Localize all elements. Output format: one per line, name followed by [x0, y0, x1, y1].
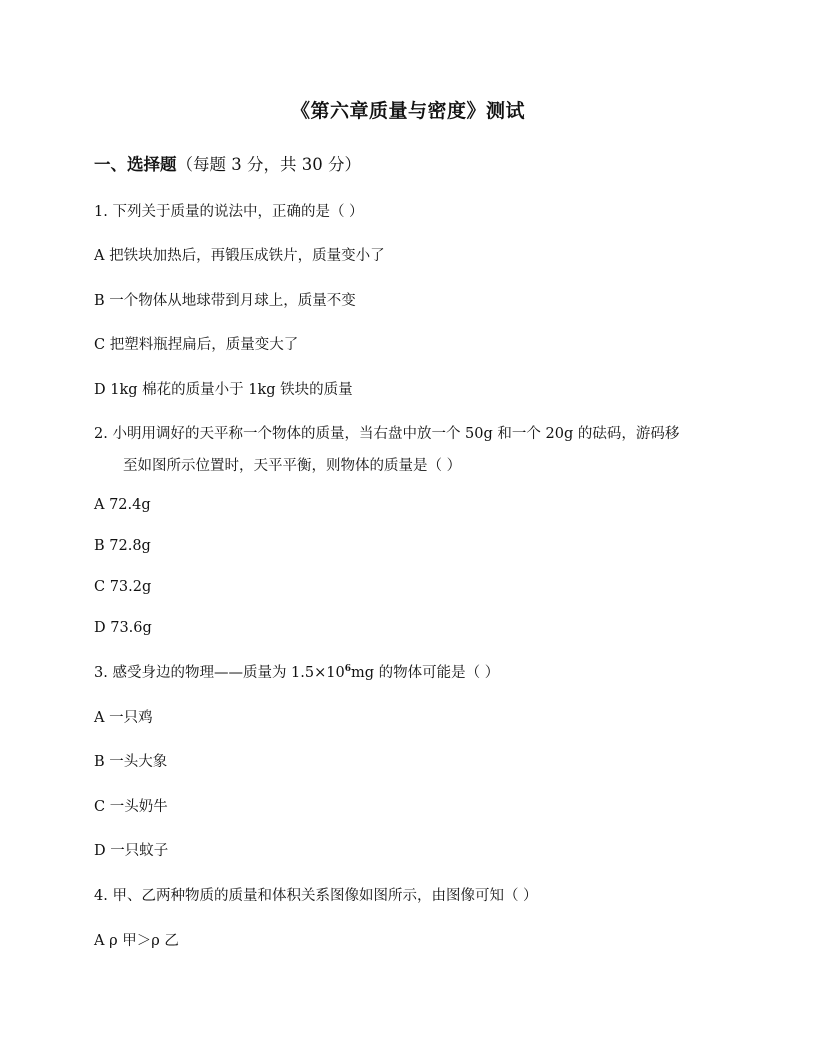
question-1-stem: 1. 下列关于质量的说法中，正确的是（ ）	[94, 204, 364, 220]
question-1-option-a: A 把铁块加热后，再锻压成铁片，质量变小了	[94, 248, 385, 264]
question-3-stem-post: mg 的物体可能是（ ）	[350, 665, 500, 681]
section-heading-note: （每题 3 分，共 30 分）	[176, 155, 361, 174]
question-2-option-a: A 72.4g	[94, 497, 151, 513]
question-2-option-c: C 73.2g	[94, 579, 152, 595]
section-heading-label: 一、选择题	[94, 155, 177, 174]
question-1-option-c: C 把塑料瓶捏扁后，质量变大了	[94, 337, 299, 353]
question-2-option-d: D 73.6g	[94, 620, 152, 636]
document-title: 《第六章质量与密度》测试	[290, 100, 525, 122]
question-3-option-a: A 一只鸡	[94, 710, 153, 726]
question-3-option-c: C 一头奶牛	[94, 799, 168, 815]
question-2-stem-continued: 至如图所示位置时，天平平衡，则物体的质量是（ ）	[123, 458, 462, 474]
question-4-stem: 4. 甲、乙两种物质的质量和体积关系图像如图所示，由图像可知（ ）	[94, 888, 538, 904]
question-1-option-d: D 1kg 棉花的质量小于 1kg 铁块的质量	[94, 382, 353, 398]
question-3-exponent: 6	[344, 664, 351, 675]
question-3-option-d: D 一只蚊子	[94, 843, 169, 859]
question-4-option-a: A ρ 甲＞ρ 乙	[94, 933, 179, 949]
question-1-option-b: B 一个物体从地球带到月球上，质量不变	[94, 293, 356, 309]
question-3-stem	[94, 661, 499, 682]
question-3-option-b: B 一头大象	[94, 754, 168, 770]
question-2-stem: 2. 小明用调好的天平称一个物体的质量，当右盘中放一个 50g 和一个 20g 的砝码，游码移	[94, 426, 680, 442]
question-2-option-b: B 72.8g	[94, 538, 151, 554]
section-heading	[94, 151, 361, 175]
question-3-stem-pre: 3. 感受身边的物理——质量为 1.5×10	[94, 665, 345, 681]
